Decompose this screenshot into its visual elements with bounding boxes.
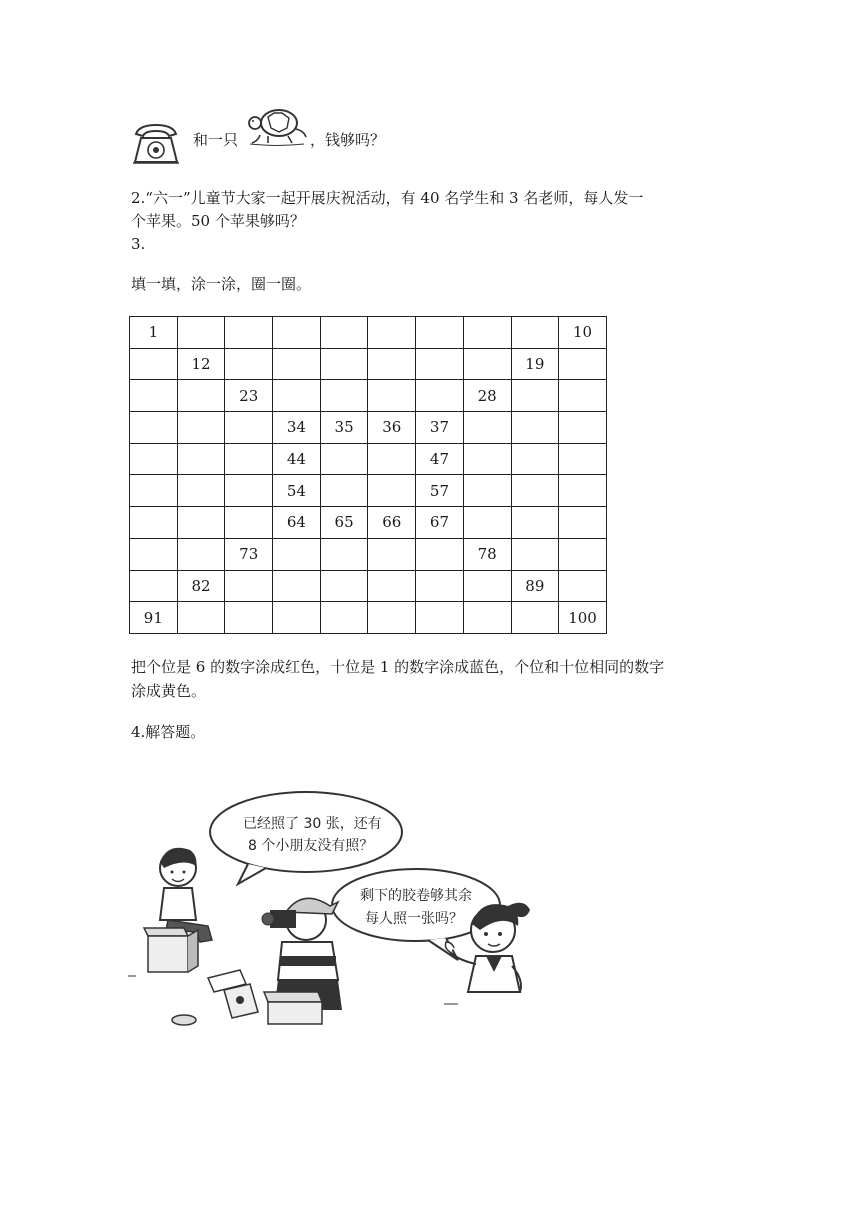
grid-cell[interactable] [368, 348, 416, 380]
grid-cell[interactable] [273, 570, 321, 602]
grid-cell[interactable] [225, 412, 273, 444]
grid-cell[interactable] [511, 380, 559, 412]
hundred-chart [129, 316, 607, 634]
grid-cell[interactable] [130, 507, 178, 539]
grid-cell[interactable] [177, 538, 225, 570]
grid-cell[interactable]: 78 [463, 538, 511, 570]
grid-row [130, 570, 607, 602]
grid-cell[interactable]: 12 [177, 348, 225, 380]
grid-cell[interactable] [416, 602, 464, 634]
grid-cell[interactable] [320, 317, 368, 349]
grid-cell[interactable] [559, 570, 607, 602]
grid-cell[interactable] [130, 570, 178, 602]
grid-cell[interactable] [273, 348, 321, 380]
q3-number: 3. [131, 235, 146, 253]
q2-line1: 2.“六一”儿童节大家一起开展庆祝活动，有 40 名学生和 3 名老师，每人发一 [131, 189, 644, 207]
grid-cell[interactable]: 54 [273, 475, 321, 507]
grid-cell[interactable]: 1 [130, 317, 178, 349]
grid-cell[interactable] [273, 380, 321, 412]
grid-cell[interactable] [320, 538, 368, 570]
grid-row [130, 602, 607, 634]
grid-cell[interactable]: 64 [273, 507, 321, 539]
grid-cell[interactable] [463, 348, 511, 380]
grid-cell[interactable] [416, 317, 464, 349]
grid-cell[interactable] [416, 538, 464, 570]
grid-row [130, 443, 607, 475]
grid-cell[interactable] [130, 348, 178, 380]
grid-cell[interactable] [273, 317, 321, 349]
telephone-icon [131, 122, 181, 166]
grid-cell[interactable] [463, 570, 511, 602]
grid-cell[interactable] [368, 570, 416, 602]
grid-cell[interactable] [511, 538, 559, 570]
grid-cell[interactable]: 36 [368, 412, 416, 444]
grid-cell[interactable] [320, 443, 368, 475]
grid-cell[interactable]: 82 [177, 570, 225, 602]
grid-cell[interactable]: 66 [368, 507, 416, 539]
grid-cell[interactable] [225, 317, 273, 349]
grid-cell[interactable] [511, 412, 559, 444]
grid-cell[interactable] [368, 602, 416, 634]
grid-cell[interactable] [416, 380, 464, 412]
grid-cell[interactable] [368, 443, 416, 475]
grid-cell[interactable] [225, 443, 273, 475]
grid-cell[interactable] [416, 570, 464, 602]
grid-cell[interactable] [177, 507, 225, 539]
bubble2-line2: 每人照一张吗？ [365, 911, 463, 927]
grid-cell[interactable] [368, 380, 416, 412]
grid-cell[interactable] [177, 380, 225, 412]
bubble1-line2: 8 个小朋友没有照？ [248, 838, 374, 854]
grid-cell[interactable] [320, 570, 368, 602]
grid-cell[interactable] [559, 348, 607, 380]
turtle-icon [246, 103, 310, 147]
grid-cell[interactable] [511, 507, 559, 539]
grid-cell[interactable] [559, 538, 607, 570]
grid-cell[interactable] [463, 412, 511, 444]
grid-row [130, 538, 607, 570]
grid-cell[interactable]: 44 [273, 443, 321, 475]
q3-coloring-line1: 把个位是 6 的数字涂成红色，十位是 1 的数字涂成蓝色，个位和十位相同的数字 [131, 658, 665, 676]
grid-cell[interactable]: 89 [511, 570, 559, 602]
grid-cell[interactable] [225, 570, 273, 602]
q4-number: 4.解答题。 [131, 723, 206, 741]
grid-cell[interactable] [320, 348, 368, 380]
q3-coloring-line2: 涂成黄色。 [131, 682, 207, 700]
grid-cell[interactable] [225, 475, 273, 507]
q1-text-and: 和一只 [193, 131, 239, 149]
grid-cell[interactable] [177, 443, 225, 475]
photo-scene-illustration [128, 780, 548, 1040]
grid-cell[interactable] [273, 602, 321, 634]
grid-cell[interactable]: 47 [416, 443, 464, 475]
grid-cell[interactable] [368, 475, 416, 507]
grid-cell[interactable] [130, 475, 178, 507]
grid-cell[interactable] [225, 602, 273, 634]
grid-cell[interactable] [463, 602, 511, 634]
grid-cell[interactable]: 10 [559, 317, 607, 349]
q3-instruction: 填一填，涂一涂，圈一圈。 [131, 275, 312, 293]
grid-cell[interactable] [320, 475, 368, 507]
grid-cell[interactable] [177, 317, 225, 349]
grid-cell[interactable] [511, 443, 559, 475]
grid-cell[interactable] [320, 602, 368, 634]
grid-row [130, 412, 607, 444]
grid-cell[interactable] [559, 380, 607, 412]
grid-cell[interactable] [368, 317, 416, 349]
grid-cell[interactable] [320, 380, 368, 412]
grid-cell[interactable]: 100 [559, 602, 607, 634]
grid-cell[interactable] [511, 602, 559, 634]
grid-cell[interactable] [559, 412, 607, 444]
grid-cell[interactable] [177, 602, 225, 634]
grid-cell[interactable]: 65 [320, 507, 368, 539]
grid-cell[interactable] [559, 507, 607, 539]
grid-cell[interactable] [463, 475, 511, 507]
grid-cell[interactable] [511, 475, 559, 507]
grid-cell[interactable]: 73 [225, 538, 273, 570]
grid-row [130, 317, 607, 349]
grid-cell[interactable] [177, 475, 225, 507]
grid-cell[interactable] [225, 348, 273, 380]
grid-cell[interactable] [130, 538, 178, 570]
grid-row [130, 507, 607, 539]
grid-cell[interactable]: 35 [320, 412, 368, 444]
grid-cell[interactable] [177, 412, 225, 444]
grid-row [130, 380, 607, 412]
grid-cell[interactable] [463, 507, 511, 539]
grid-cell[interactable] [368, 538, 416, 570]
grid-cell[interactable] [130, 412, 178, 444]
grid-cell[interactable] [511, 317, 559, 349]
grid-row [130, 475, 607, 507]
grid-cell[interactable]: 19 [511, 348, 559, 380]
grid-cell[interactable] [273, 538, 321, 570]
grid-cell[interactable]: 57 [416, 475, 464, 507]
grid-cell[interactable]: 23 [225, 380, 273, 412]
grid-cell[interactable] [130, 380, 178, 412]
grid-cell[interactable] [559, 475, 607, 507]
grid-cell[interactable] [130, 443, 178, 475]
grid-row [130, 348, 607, 380]
grid-cell[interactable] [463, 443, 511, 475]
grid-cell[interactable] [416, 348, 464, 380]
bubble1-line1: 已经照了 30 张，还有 [243, 816, 382, 832]
q2-line2: 个苹果。50 个苹果够吗？ [131, 212, 305, 230]
grid-cell[interactable]: 67 [416, 507, 464, 539]
grid-cell[interactable] [463, 317, 511, 349]
q1-text-enough: ，钱够吗？ [310, 131, 386, 149]
grid-cell[interactable]: 28 [463, 380, 511, 412]
grid-cell[interactable]: 34 [273, 412, 321, 444]
grid-cell[interactable]: 37 [416, 412, 464, 444]
grid-cell[interactable] [559, 443, 607, 475]
bubble2-line1: 剩下的胶卷够其余 [360, 888, 472, 904]
grid-cell[interactable] [225, 507, 273, 539]
grid-cell[interactable]: 91 [130, 602, 178, 634]
